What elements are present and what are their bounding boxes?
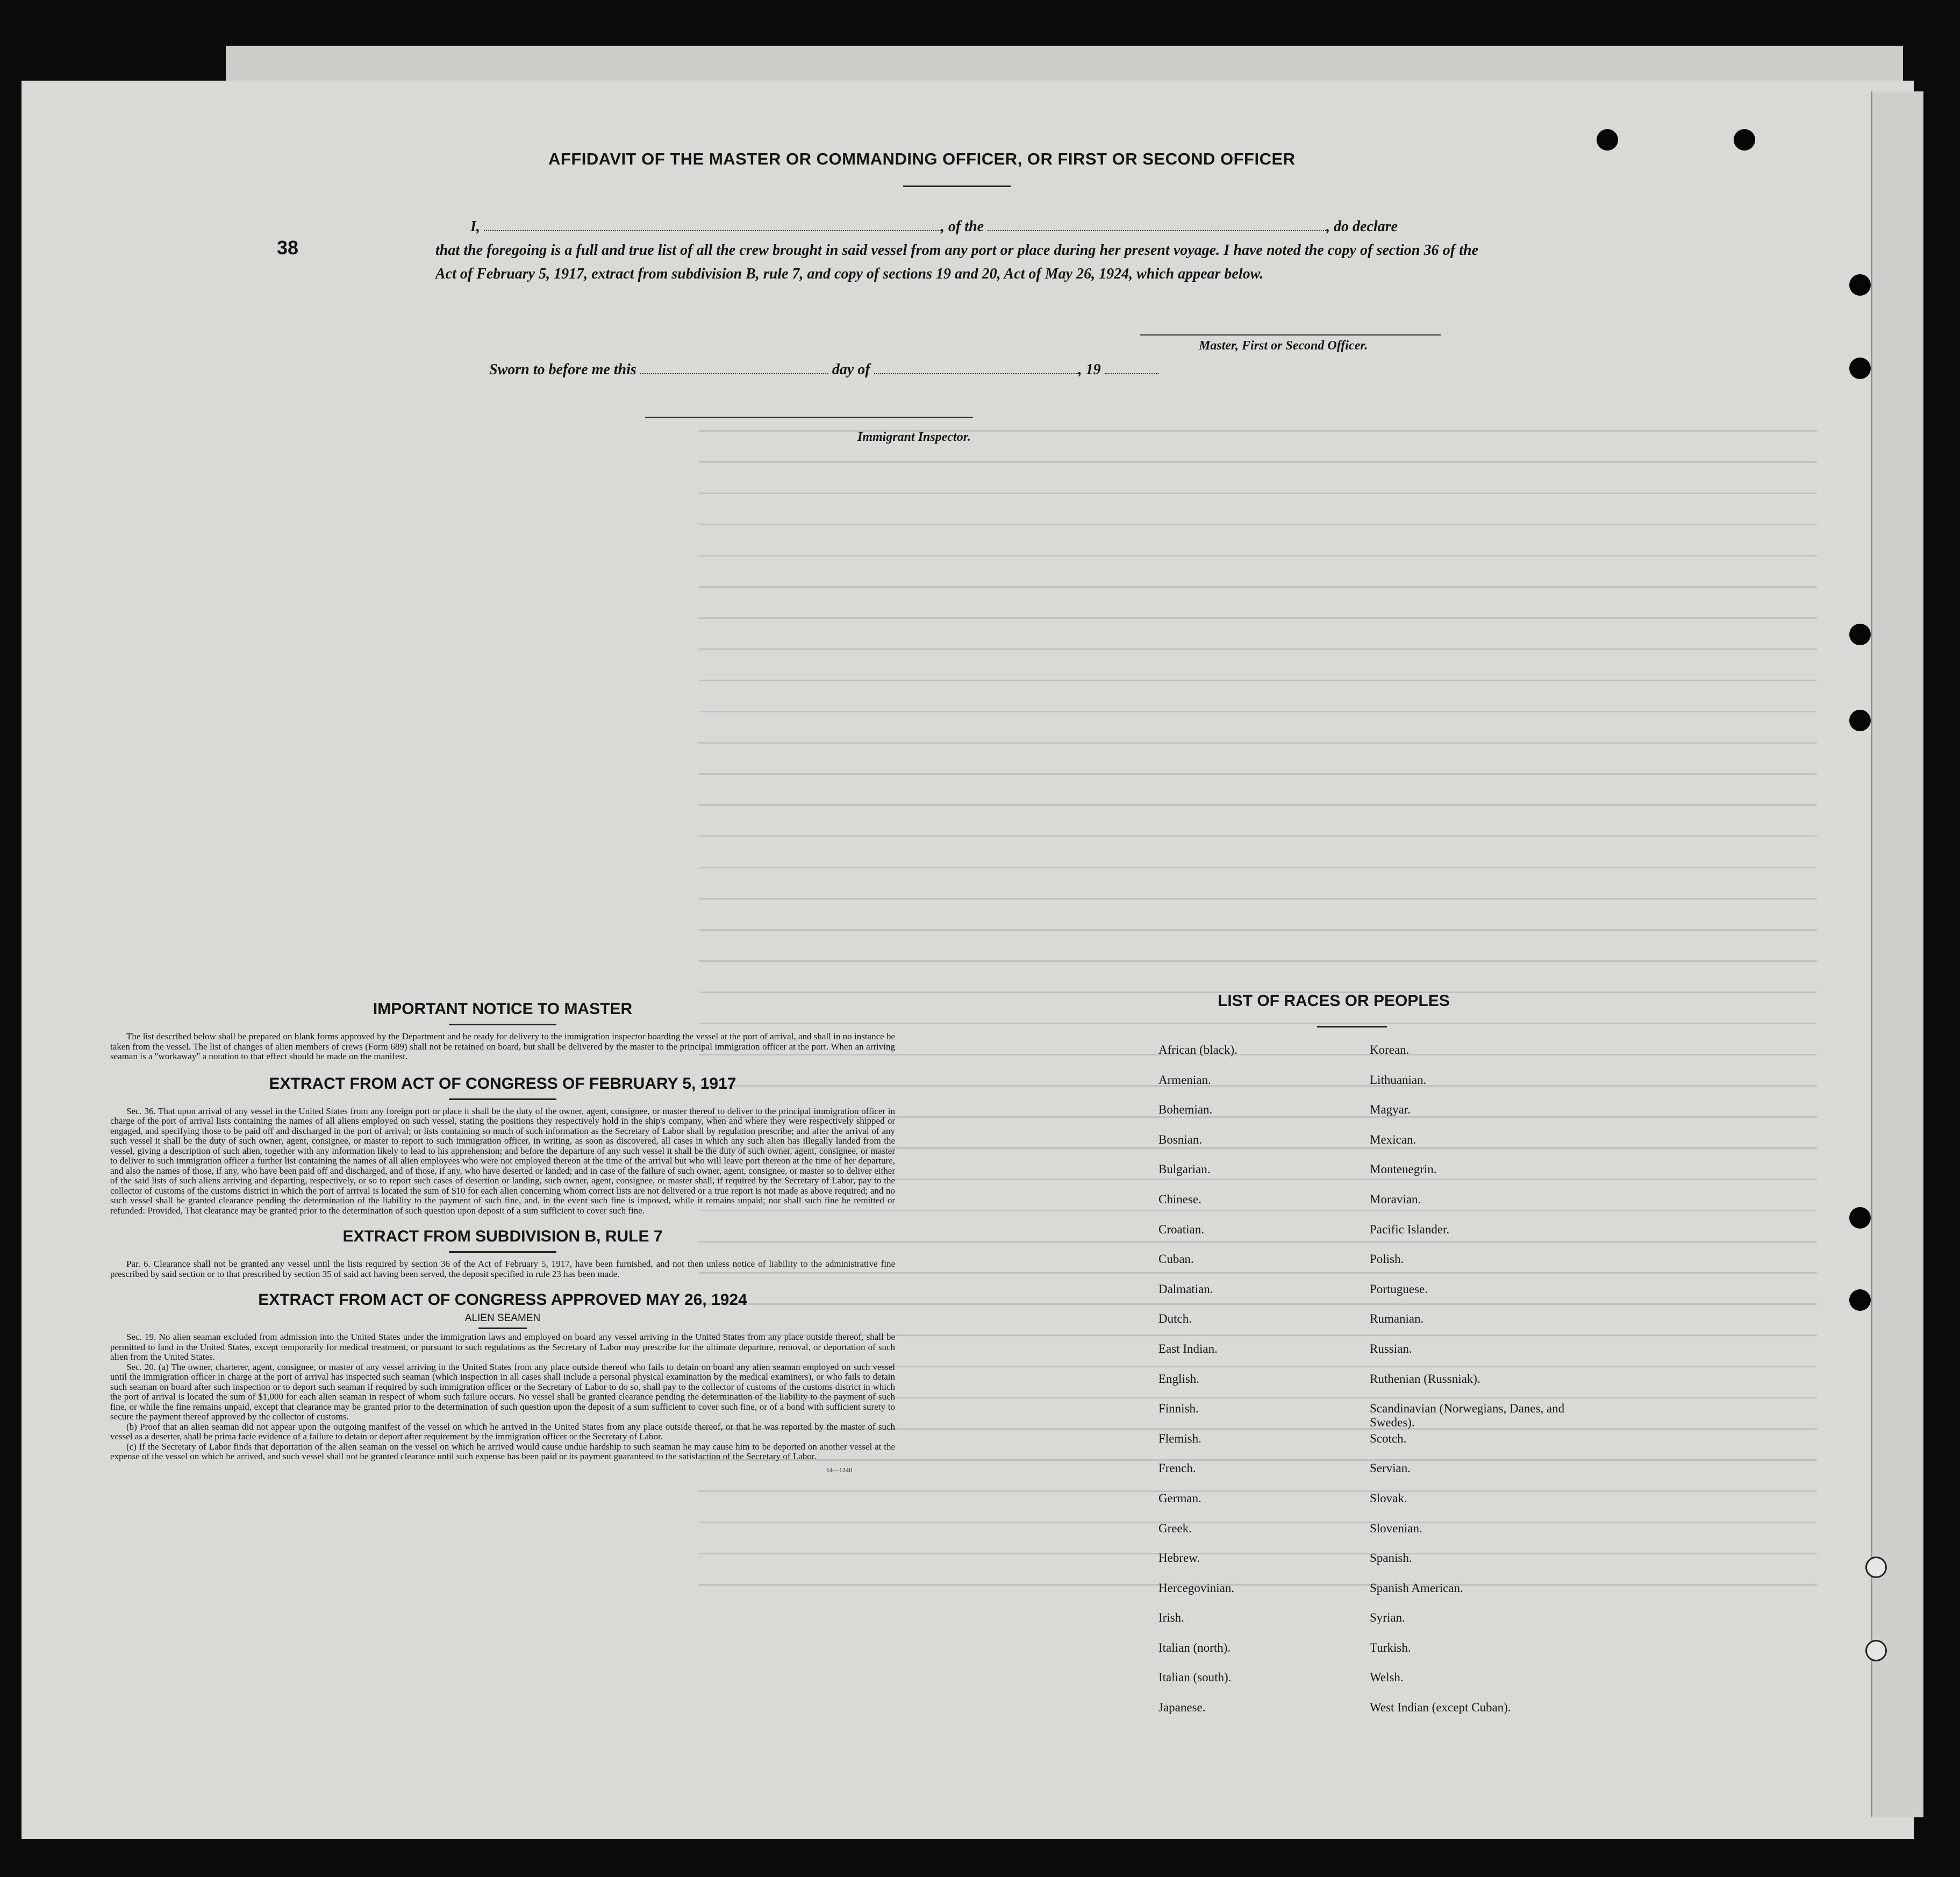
race-item: Servian. <box>1370 1461 1411 1475</box>
race-item: Magyar. <box>1370 1103 1411 1117</box>
declaration-text <box>435 215 1478 286</box>
race-item: Greek. <box>1158 1521 1192 1535</box>
binding-hole <box>1849 710 1871 731</box>
inspector-label: Immigrant Inspector. <box>857 430 971 444</box>
race-row <box>1158 1581 1589 1611</box>
binding-hole <box>1734 129 1755 151</box>
race-item: Flemish. <box>1158 1431 1201 1445</box>
race-item: Ruthenian (Russniak). <box>1370 1372 1480 1386</box>
binding-hole <box>1849 1289 1871 1311</box>
race-item: Croatian. <box>1158 1222 1204 1236</box>
race-item: Dalmatian. <box>1158 1282 1213 1296</box>
binding-hole <box>1849 1207 1871 1229</box>
race-row <box>1158 1372 1589 1402</box>
race-item: Cuban. <box>1158 1252 1194 1266</box>
race-item: Slovenian. <box>1370 1521 1422 1535</box>
race-item: Russian. <box>1370 1341 1412 1355</box>
race-item: Dutch. <box>1158 1312 1192 1326</box>
race-item: Polish. <box>1370 1252 1404 1266</box>
race-row <box>1158 1522 1589 1552</box>
legal-notices <box>110 1000 895 1474</box>
declaration-do-declare: , do declare <box>1326 218 1398 235</box>
race-item: Bulgarian. <box>1158 1162 1211 1176</box>
race-row <box>1158 1043 1589 1073</box>
race-item: Bosnian. <box>1158 1132 1203 1146</box>
race-item: Scotch. <box>1370 1431 1407 1445</box>
race-item: Welsh. <box>1370 1671 1404 1685</box>
races-list <box>1158 1043 1589 1731</box>
race-row <box>1158 1342 1589 1372</box>
race-item: Scandinavian (Norwegians, Danes, and Swedes). <box>1370 1402 1565 1430</box>
sworn-month-field[interactable] <box>874 373 1078 374</box>
race-item: Japanese. <box>1158 1701 1206 1715</box>
race-item: Mexican. <box>1370 1132 1417 1146</box>
race-row <box>1158 1193 1589 1223</box>
races-divider <box>1317 1026 1387 1027</box>
binding-hole <box>1849 624 1871 645</box>
binding-hole <box>1865 1640 1887 1661</box>
race-row <box>1158 1611 1589 1641</box>
section-divider <box>449 1251 556 1253</box>
race-row <box>1158 1461 1589 1491</box>
binding-hole <box>1849 274 1871 296</box>
race-item: Pacific Islander. <box>1370 1222 1450 1236</box>
sworn-line <box>489 361 1158 379</box>
race-item: Montenegrin. <box>1370 1162 1437 1176</box>
race-row <box>1158 1402 1589 1432</box>
signature-label: Master, First or Second Officer. <box>1199 339 1368 353</box>
race-row <box>1158 1701 1589 1731</box>
notice-text: The list described below shall be prepared on blank forms approved by the Department and be ready for delivery to the immigration inspector boarding the vessel at the port of arrival, and shall in no instance be taken from the vessel. The list of changes of alien members of crews (Form 689) shall not be retained on board, but shall be delivered by the master to the principal immigration officer at the port. When an arriving seaman is a "workaway" a notation to that effect should be made on the manifest. <box>110 1031 895 1061</box>
extract-1917-title: EXTRACT FROM ACT OF CONGRESS OF FEBRUARY 5, 1917 <box>269 1074 736 1093</box>
race-item: African (black). <box>1158 1043 1237 1057</box>
race-item: Slovak. <box>1370 1491 1407 1505</box>
extract-1917-text: Sec. 36. That upon arrival of any vessel in the United States from any foreign port or place it shall be the duty of the owner, agent, consignee, or master thereof to deliver to the principal immigration officer in charge of the port of arrival lists containing the names of all aliens employed on such vessel, stating the positions they respectively hold in the ship's company, when and where they were respectively shipped or engaged, and specifying those to be paid off and discharged in the port of arrival; or lists containing so much of such information as the Secretary of Labor shall by regulation prescribe; and after the arrival of any such vessel it shall be the duty of such owner, agent, consignee, or master to report to such immigration officer, in writing, as soon as discovered, all cases in which any such alien has illegally landed from the vessel, giving a description of such alien, together with any information likely to lead to his apprehension; and before the departure of any such vessel it shall be the duty of such owner, agent, consignee, or master to deliver to such immigration officer a further list containing the names of all alien employees who were not employed thereon at the time of the arrival but who will leave port thereon at the time of her departure, and also the names of those, if any, who have been paid off and discharged, and of those, if any, who have deserted or landed; and in case of the failure of such owner, agent, consignee, or master so to deliver either of the said lists of such aliens arriving and departing, respectively, or so to report such cases of desertion or landing, such owner, agent, consignee, or master shall, if required by the Secretary of Labor, pay to the collector of customs of the customs district in which the port of arrival is located the sum of $10 for each alien concerning whom correct lists are not delivered or a true report is not made as above required; and no such vessel shall be granted clearance pending the determination of the liability to the payment of such fine, and, in the event such fine is imposed, while it remains unpaid; nor shall such fine be remitted or refunded: Provided, That clearance may be granted prior to the determination of such question upon deposit of a sum sufficient to cover such fine. <box>110 1105 895 1216</box>
inspector-signature-line[interactable] <box>645 417 973 418</box>
form-number: 14—1240 <box>826 1466 852 1474</box>
race-item: Hercegovinian. <box>1158 1581 1235 1595</box>
vessel-name-field[interactable] <box>988 230 1326 231</box>
sworn-year-label: , 19 <box>1078 361 1101 378</box>
title-divider <box>903 185 1011 187</box>
race-row <box>1158 1432 1589 1462</box>
race-item: Lithuanian. <box>1370 1073 1427 1087</box>
signature-line[interactable] <box>1140 334 1441 336</box>
race-row <box>1158 1312 1589 1342</box>
race-item: Italian (north). <box>1158 1640 1231 1654</box>
race-row <box>1158 1491 1589 1522</box>
declaration-of-the: , of the <box>940 218 984 235</box>
sworn-day-of: day of <box>832 361 870 378</box>
section-20a-text: Sec. 20. (a) The owner, charterer, agent, consignee, or master of any vessel arriving in the United States from any place outside thereof who fails to detain on board any alien seaman employed on such vessel until the immigration officer in charge at the port of arrival has inspected such seaman (which inspection in all cases shall include a personal physical examination by the medical examiners), or who fails to detain such seaman on board after such inspection or to deport such seaman if required by such immigration officer or the Secretary of Labor to do so, shall pay to the collector of customs of the customs district in which the port of arrival is located the sum of $1,000 for each alien seaman in respect of whom such failure occurs. No vessel shall be granted clearance pending the determination of the liability to the payment of such fine, or while the fine remains unpaid, except that clearance may be granted prior to the determination of such question upon the deposit of a sum sufficient to cover such fine, or of a bond with sufficient surety to secure the payment thereof approved by the collector of customs. <box>110 1361 895 1422</box>
race-item: Hebrew. <box>1158 1551 1200 1565</box>
race-row <box>1158 1252 1589 1282</box>
race-item: Irish. <box>1158 1611 1184 1625</box>
section-divider <box>478 1328 527 1329</box>
section-divider <box>449 1098 556 1100</box>
sworn-prefix: Sworn to before me this <box>489 361 636 378</box>
sworn-day-field[interactable] <box>640 373 828 374</box>
race-row <box>1158 1671 1589 1701</box>
race-item: Armenian. <box>1158 1073 1211 1087</box>
race-item: Italian (south). <box>1158 1671 1232 1685</box>
section-20b-text: (b) Proof that an alien seaman did not appear upon the outgoing manifest of the vessel on which he arrived in the United States from any place outside thereof, or that he was reported by the master of such vessel as a deserter, shall be prima facie evidence of a failure to detain or deport after requirement by the immigration officer or the Secretary of Labor. <box>110 1421 895 1441</box>
race-row <box>1158 1162 1589 1193</box>
race-row <box>1158 1641 1589 1671</box>
section-20c-text: (c) If the Secretary of Labor finds that deportation of the alien seaman on the vessel on which he arrived would cause undue hardship to such seaman he may cause him to be deported on another vessel at the expense of the vessel on which he arrived, and such vessel shall not be granted clearance until such expense has been paid or its payment guaranteed to the satisfaction of the Secretary of Labor. <box>110 1441 895 1461</box>
binding-hole <box>1597 129 1618 151</box>
race-item: Korean. <box>1370 1043 1410 1057</box>
race-row <box>1158 1551 1589 1581</box>
race-item: Turkish. <box>1370 1640 1411 1654</box>
extract-rule7-title: EXTRACT FROM SUBDIVISION B, RULE 7 <box>342 1227 663 1245</box>
race-item: Spanish American. <box>1370 1581 1463 1595</box>
declaration-body: that the foregoing is a full and true list of all the crew brought in said vessel from any port or place during her present voyage. I have noted the copy of section 36 of the Act of February 5, 1917, extract from subdivision B, rule 7, and copy of sections 19 and 20, Act of May 26, 1924, which appear below. <box>435 242 1478 282</box>
race-item: West Indian (except Cuban). <box>1370 1701 1511 1715</box>
extract-1924-subtitle: ALIEN SEAMEN <box>464 1312 541 1324</box>
race-item: Portuguese. <box>1370 1282 1428 1296</box>
race-row <box>1158 1133 1589 1163</box>
page-number: 38 <box>277 237 299 259</box>
race-item: Rumanian. <box>1370 1312 1424 1326</box>
binding-hole <box>1865 1557 1887 1578</box>
race-item: French. <box>1158 1461 1196 1475</box>
race-item: Chinese. <box>1158 1192 1201 1206</box>
extract-rule7-text: Par. 6. Clearance shall not be granted any vessel until the lists required by section 36 of the Act of February 5, 1917, have been furnished, and not then unless notice of liability to the administrative fine prescribed by said section or to that prescribed by section 35 of said act having been served, the deposit specified in rule 23 has been made. <box>110 1259 895 1279</box>
races-title: LIST OF RACES OR PEOPLES <box>1218 992 1450 1010</box>
race-row <box>1158 1073 1589 1103</box>
race-item: Moravian. <box>1370 1192 1421 1206</box>
race-item: Syrian. <box>1370 1611 1405 1625</box>
race-row <box>1158 1103 1589 1133</box>
affidavit-title: AFFIDAVIT OF THE MASTER OR COMMANDING OFFICER, OR FIRST OR SECOND OFFICER <box>548 149 1296 168</box>
race-item: English. <box>1158 1372 1200 1386</box>
officer-name-field[interactable] <box>484 230 941 231</box>
race-item: Spanish. <box>1370 1551 1412 1565</box>
race-item: East Indian. <box>1158 1341 1218 1355</box>
race-item: Finnish. <box>1158 1402 1199 1416</box>
declaration-start: I, <box>470 218 480 235</box>
notice-title: IMPORTANT NOTICE TO MASTER <box>373 1000 633 1018</box>
section-19-text: Sec. 19. No alien seaman excluded from admission into the United States under the immigration laws and employed on board any vessel arriving in the United States from any place outside thereof, shall be permitted to land in the United States, except temporarily for medical treatment, or pursuant to such regulations as the Secretary of Labor may prescribe for the ultimate departure, removal, or deportation of such alien from the United States. <box>110 1332 895 1362</box>
race-row <box>1158 1282 1589 1312</box>
sworn-year-field[interactable] <box>1105 373 1158 374</box>
binding-hole <box>1849 358 1871 379</box>
extract-1924-title: EXTRACT FROM ACT OF CONGRESS APPROVED MAY 26, 1924 <box>258 1291 747 1309</box>
race-item: German. <box>1158 1491 1201 1505</box>
race-item: Bohemian. <box>1158 1103 1213 1117</box>
race-row <box>1158 1223 1589 1253</box>
section-divider <box>449 1024 556 1025</box>
